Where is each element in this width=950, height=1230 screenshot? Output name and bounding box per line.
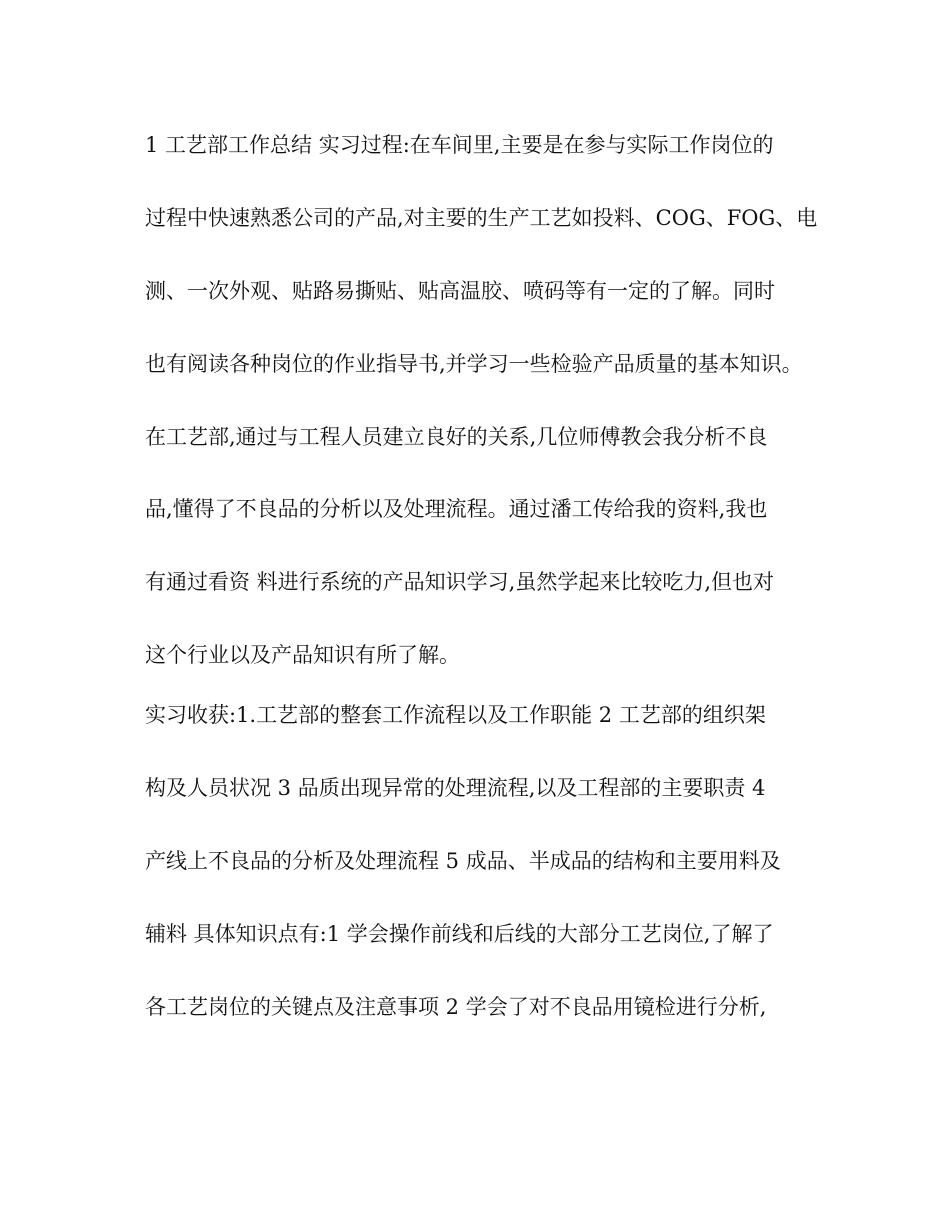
text-line: 产线上不良品的分析及处理流程 5 成品、半成品的结构和主要用料及 — [145, 849, 781, 873]
text-line: 有通过看资 料进行系统的产品知识学习,虽然学起来比较吃力,但也对 — [145, 570, 775, 594]
text-line: 实习收获:1.工艺部的整套工作流程以及工作职能 2 工艺部的组织架 — [145, 703, 766, 727]
text-line: 过程中快速熟悉公司的产品,对主要的生产工艺如投料、COG、FOG、电 — [145, 206, 818, 230]
text-line: 各工艺岗位的关键点及注意事项 2 学会了对不良品用镜检进行分析, — [145, 995, 767, 1019]
text-line: 在工艺部,通过与工程人员建立良好的关系,几位师傅教会我分析不良 — [145, 425, 768, 449]
text-line: 1 工艺部工作总结 实习过程:在车间里,主要是在参与实际工作岗位的 — [145, 133, 774, 157]
text-line: 这个行业以及产品知识有所了解。 — [145, 643, 460, 667]
text-line: 品,懂得了不良品的分析以及处理流程。通过潘工传给我的资料,我也 — [145, 497, 768, 521]
text-line: 测、一次外观、贴路易撕贴、贴高温胶、喷码等有一定的了解。同时 — [145, 279, 775, 303]
text-line: 构及人员状况 3 品质出现异常的处理流程,以及工程部的主要职责 4 — [145, 776, 766, 800]
text-line: 也有阅读各种岗位的作业指导书,并学习一些检验产品质量的基本知识。 — [145, 352, 803, 376]
text-line: 辅料 具体知识点有:1 学会操作前线和后线的大部分工艺岗位,了解了 — [145, 922, 774, 946]
